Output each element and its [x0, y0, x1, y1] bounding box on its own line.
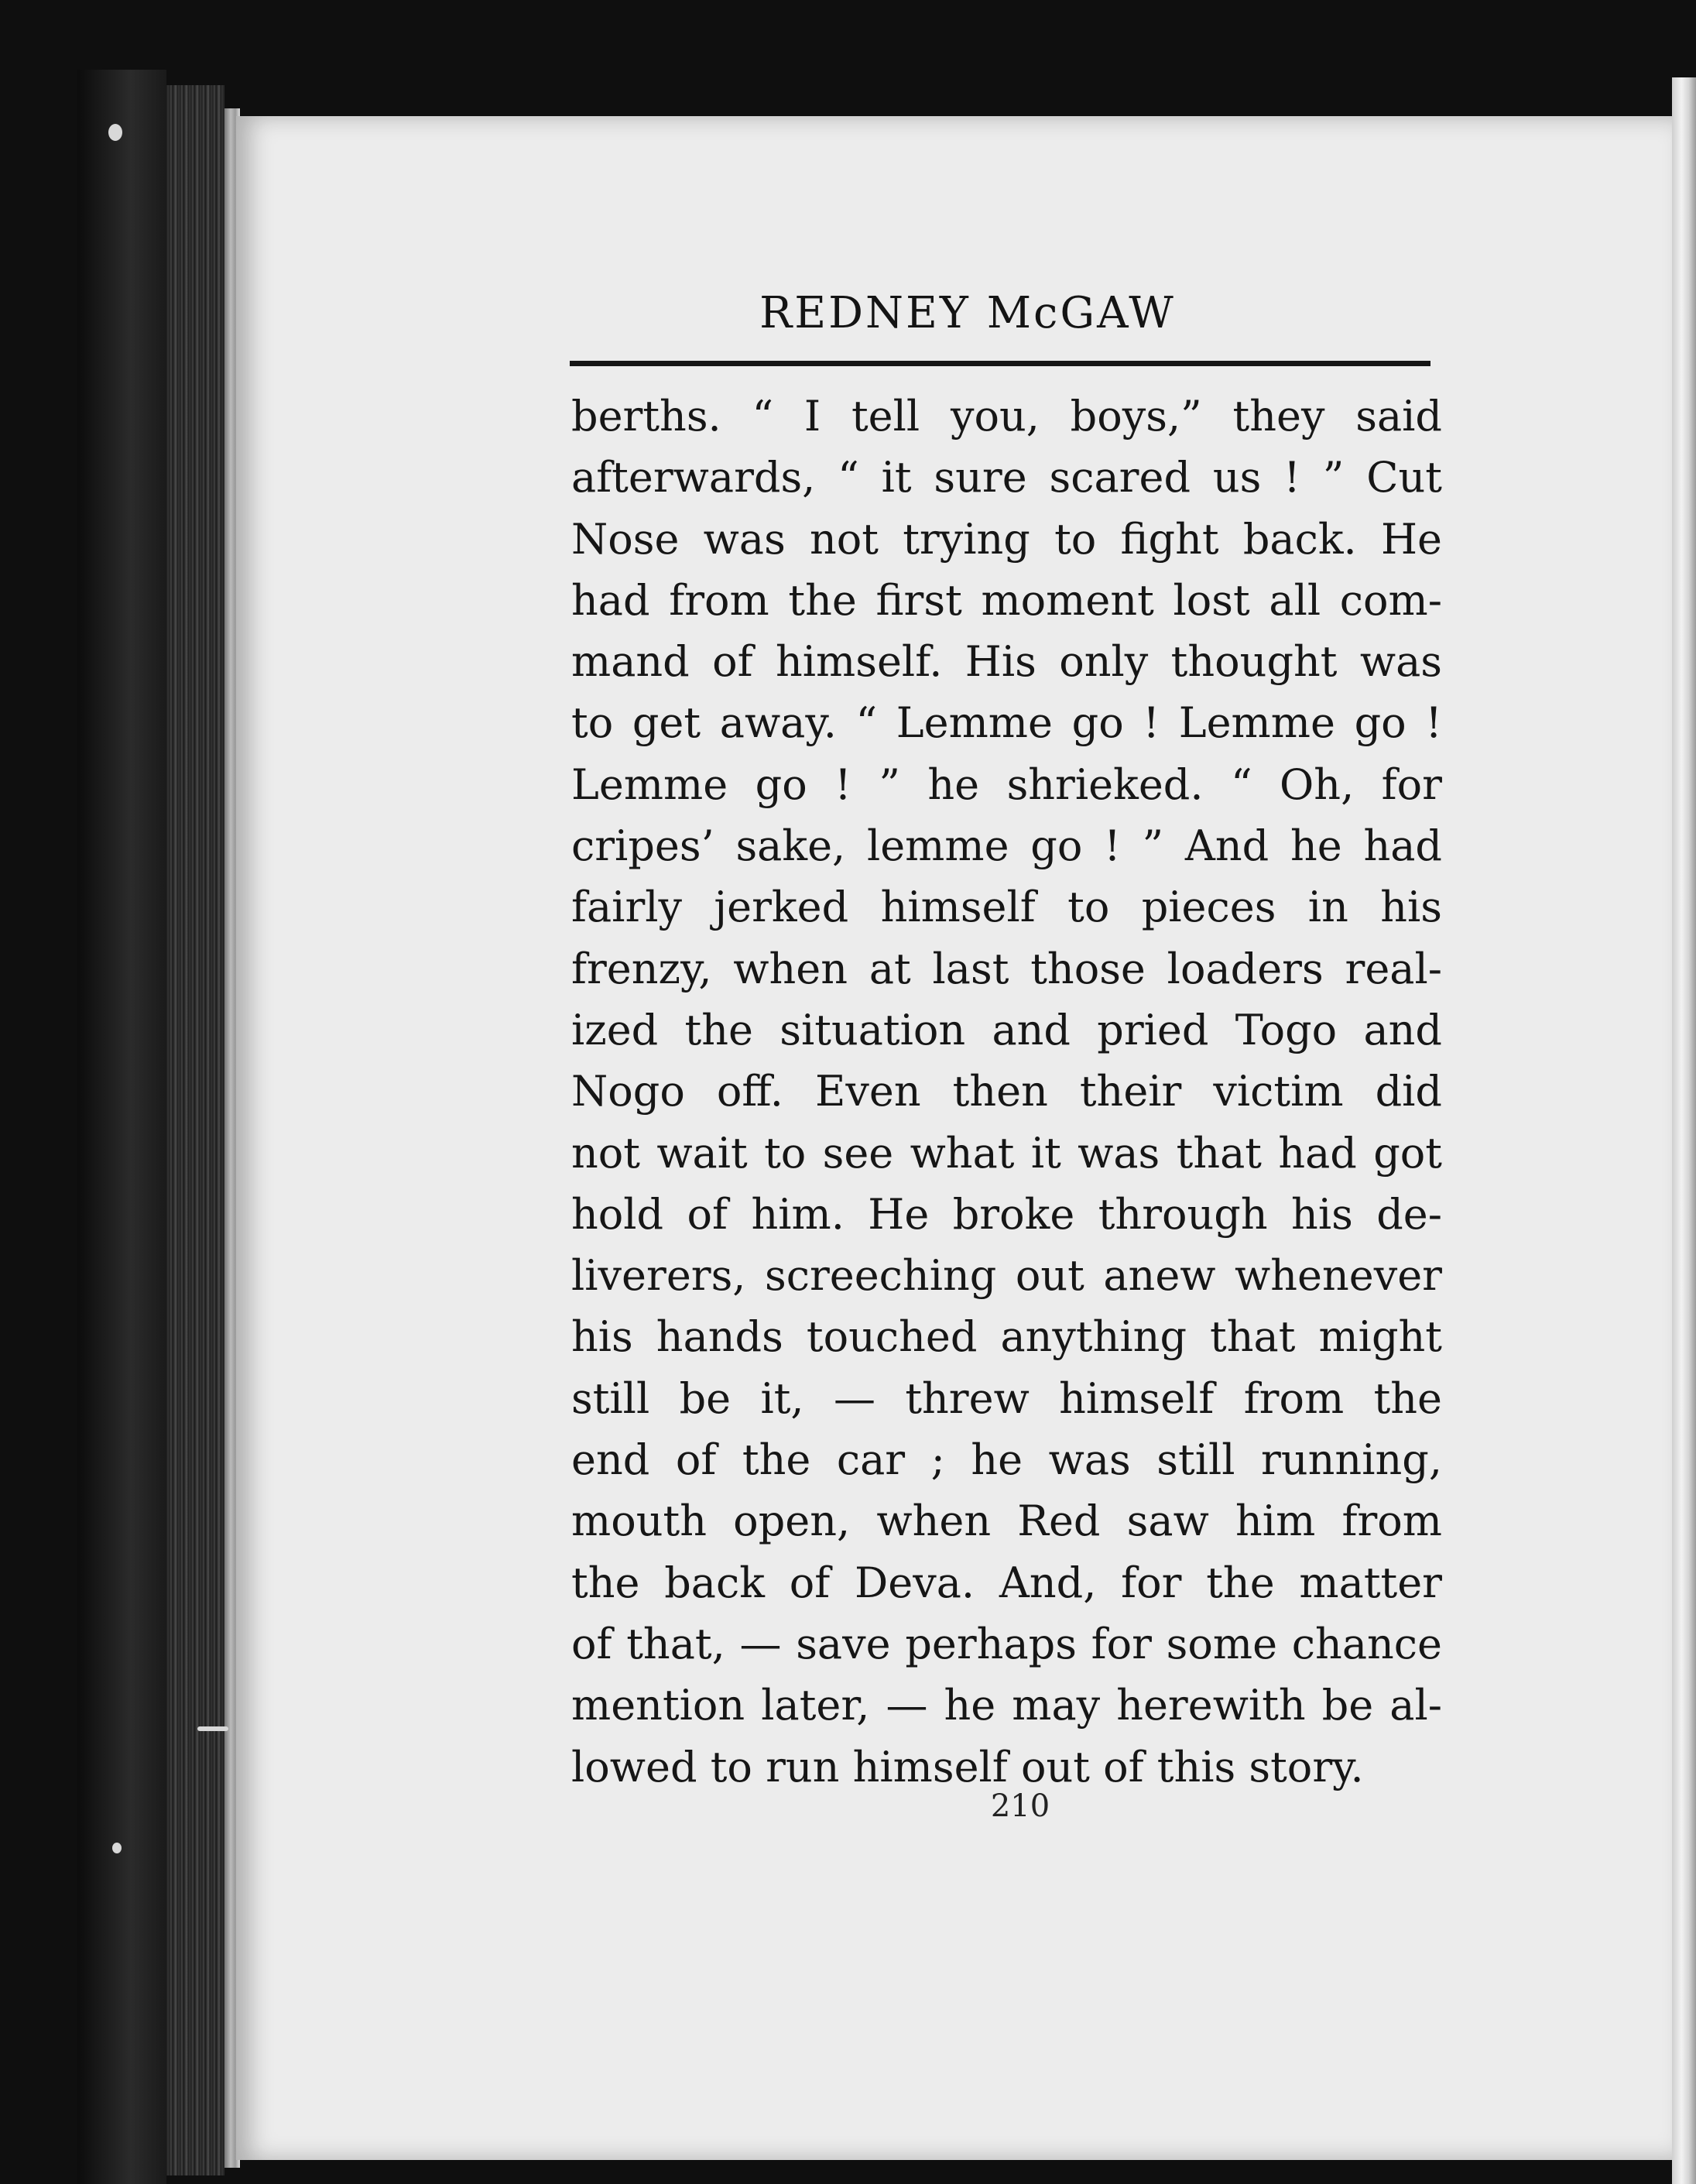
- text-line: frenzy, when at last those loaders real-: [571, 944, 1442, 993]
- dust-speck: [112, 1843, 122, 1853]
- text-line: hold of him. He broke through his de-: [571, 1189, 1442, 1239]
- text-line: afterwards, “ it sure scared us ! ” Cut: [571, 453, 1442, 502]
- text-line: berths. “ I tell you, boys,” they said: [571, 392, 1442, 441]
- text-line: end of the car ; he was still running,: [571, 1435, 1442, 1485]
- running-head-rule: [570, 361, 1430, 366]
- page-stack-edge: [166, 85, 224, 2175]
- text-line: ized the situation and pried Togo and: [571, 1005, 1442, 1054]
- text-line: Nogo off. Even then their victim did: [571, 1067, 1442, 1116]
- text-line: fairly jerked himself to pieces in his: [571, 883, 1442, 932]
- dust-speck: [108, 124, 122, 141]
- dust-speck: [197, 1726, 228, 1731]
- text-line: lowed to run himself out of this story.: [571, 1742, 1364, 1791]
- text-line: had from the first moment lost all com-: [571, 575, 1442, 625]
- book-cover-edge: [77, 70, 166, 2184]
- text-line: mouth open, when Red saw him from: [571, 1497, 1442, 1546]
- page-body-text: [571, 386, 1442, 1798]
- text-line: still be it, — threw himself from the: [571, 1373, 1442, 1423]
- text-line: liverers, screeching out anew whenever: [571, 1251, 1442, 1301]
- text-line: the back of Deva. And, for the matter: [571, 1558, 1442, 1607]
- text-line: mand of himself. His only thought was: [571, 637, 1442, 687]
- running-head: REDNEY McGAW: [759, 288, 1176, 338]
- page-gutter-edge: [1672, 77, 1696, 2184]
- text-line: not wait to see what it was that had got: [571, 1128, 1442, 1178]
- text-line: of that, — save perhaps for some chance: [571, 1619, 1442, 1668]
- text-line: to get away. “ Lemme go ! Lemme go !: [571, 698, 1442, 748]
- page-number: 210: [990, 1788, 1050, 1824]
- text-line: Lemme go ! ” he shrieked. “ Oh, for: [571, 759, 1442, 809]
- text-line: his hands touched anything that might: [571, 1312, 1442, 1362]
- text-line: mention later, — he may herewith be al-: [571, 1681, 1442, 1730]
- text-line: Nose was not trying to fight back. He: [571, 514, 1442, 564]
- text-line: cripes’ sake, lemme go ! ” And he had: [571, 821, 1442, 871]
